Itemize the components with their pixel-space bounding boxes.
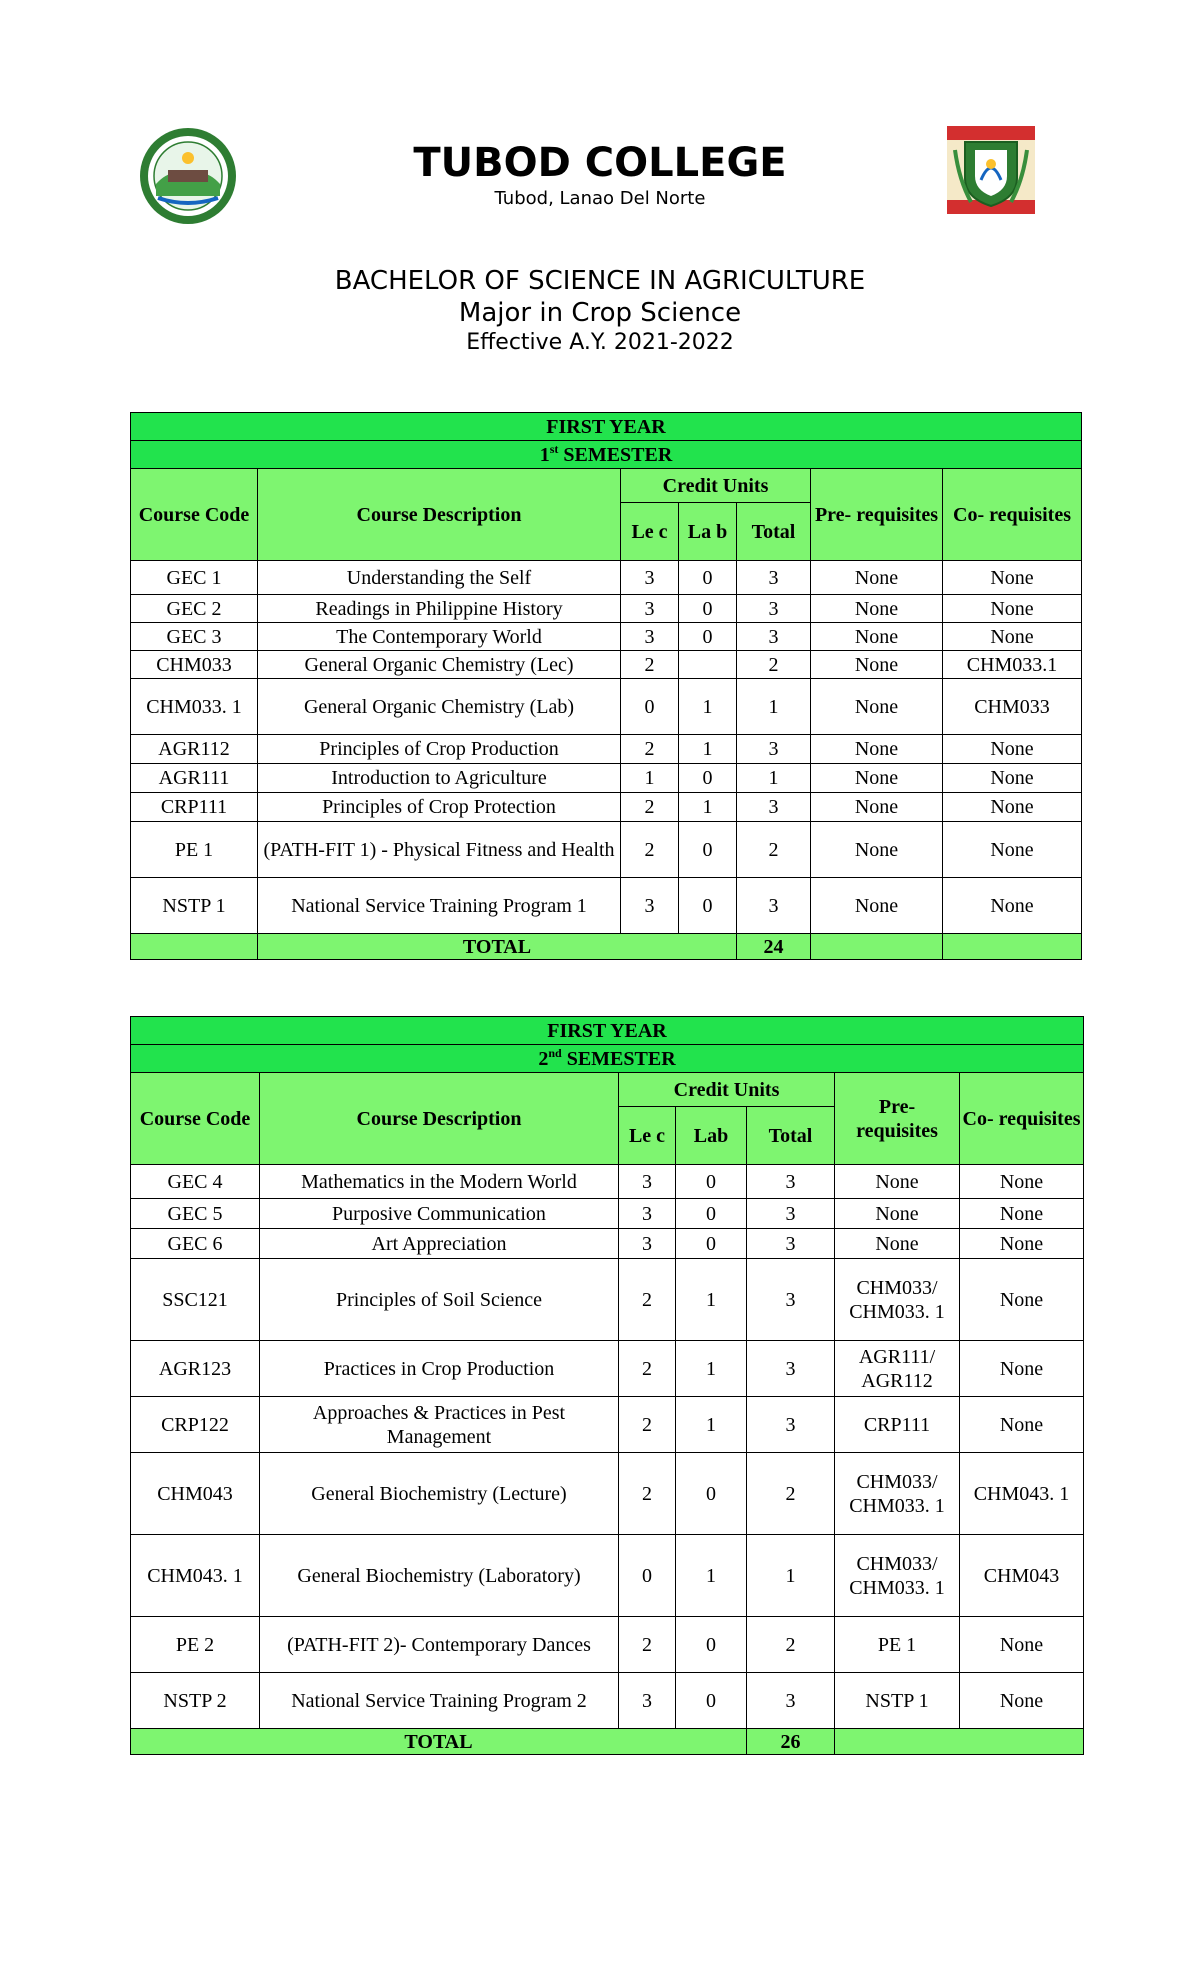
- lab-units-cell: 1: [679, 679, 737, 735]
- course-code-cell: GEC 2: [131, 595, 258, 623]
- col-total: Total: [747, 1107, 835, 1165]
- prerequisites-cell: None: [811, 623, 943, 651]
- total-units-cell: 3: [737, 878, 811, 934]
- lab-units-cell: 0: [676, 1229, 747, 1259]
- table-row: [131, 793, 1082, 822]
- prerequisites-cell: None: [835, 1165, 960, 1199]
- course-code-cell: PE 2: [131, 1617, 260, 1673]
- corequisites-cell: None: [960, 1397, 1084, 1453]
- course-code-cell: CHM033: [131, 651, 258, 679]
- course-code-cell: GEC 1: [131, 561, 258, 595]
- col-prerequisites: Pre- requisites: [811, 469, 943, 561]
- total-empty-cell: [943, 934, 1082, 960]
- course-description-cell: Approaches & Practices in Pest Management: [260, 1397, 619, 1453]
- prerequisites-cell: None: [811, 878, 943, 934]
- course-description-cell: (PATH-FIT 2)- Contemporary Dances: [260, 1617, 619, 1673]
- prerequisites-cell: None: [811, 595, 943, 623]
- col-credit-units: Credit Units: [621, 469, 811, 503]
- course-code-cell: NSTP 1: [131, 878, 258, 934]
- total-row: [131, 1729, 1084, 1755]
- prerequisites-cell: PE 1: [835, 1617, 960, 1673]
- prerequisites-cell: AGR111/ AGR112: [835, 1341, 960, 1397]
- lec-units-cell: 2: [619, 1341, 676, 1397]
- lab-units-cell: 0: [679, 822, 737, 878]
- lec-units-cell: 3: [619, 1673, 676, 1729]
- course-description-cell: Mathematics in the Modern World: [260, 1165, 619, 1199]
- course-description-cell: General Biochemistry (Lecture): [260, 1453, 619, 1535]
- course-code-cell: CHM043: [131, 1453, 260, 1535]
- lec-units-cell: 0: [619, 1535, 676, 1617]
- lec-units-cell: 2: [621, 822, 679, 878]
- lab-units-cell: 0: [676, 1199, 747, 1229]
- corequisites-cell: None: [943, 793, 1082, 822]
- curriculum-table-first-semester: [130, 412, 1082, 960]
- table-row: [131, 595, 1082, 623]
- lab-units-cell: 0: [679, 623, 737, 651]
- total-units-cell: 2: [747, 1617, 835, 1673]
- course-code-cell: AGR111: [131, 764, 258, 793]
- table-row: [131, 1259, 1084, 1341]
- course-code-cell: AGR112: [131, 735, 258, 764]
- prerequisites-cell: None: [811, 735, 943, 764]
- prerequisites-cell: None: [811, 679, 943, 735]
- prerequisites-cell: None: [811, 561, 943, 595]
- lab-units-cell: [679, 651, 737, 679]
- course-code-cell: GEC 3: [131, 623, 258, 651]
- course-description-cell: National Service Training Program 1: [258, 878, 621, 934]
- col-prerequisites: Pre- requisites: [835, 1073, 960, 1165]
- course-description-cell: General Biochemistry (Laboratory): [260, 1535, 619, 1617]
- table-row: [131, 878, 1082, 934]
- prerequisites-cell: None: [811, 764, 943, 793]
- course-description-cell: Principles of Crop Production: [258, 735, 621, 764]
- course-code-cell: CHM043. 1: [131, 1535, 260, 1617]
- lab-units-cell: 0: [676, 1453, 747, 1535]
- course-code-cell: CRP122: [131, 1397, 260, 1453]
- col-lec: Le c: [619, 1107, 676, 1165]
- corequisites-cell: None: [943, 822, 1082, 878]
- semester-header: 1st SEMESTER: [131, 441, 1082, 469]
- total-units-cell: 3: [747, 1397, 835, 1453]
- prerequisites-cell: None: [835, 1199, 960, 1229]
- course-description-cell: Practices in Crop Production: [260, 1341, 619, 1397]
- total-row: [131, 934, 1082, 960]
- lec-units-cell: 0: [621, 679, 679, 735]
- lab-units-cell: 1: [676, 1341, 747, 1397]
- lab-units-cell: 1: [676, 1535, 747, 1617]
- table-row: [131, 735, 1082, 764]
- semester-header: 2nd SEMESTER: [131, 1045, 1084, 1073]
- table-row: [131, 561, 1082, 595]
- document-header: [0, 0, 1200, 400]
- col-corequisites: Co- requisites: [943, 469, 1082, 561]
- lab-units-cell: 0: [676, 1673, 747, 1729]
- lab-units-cell: 1: [679, 793, 737, 822]
- col-course-description: Course Description: [260, 1073, 619, 1165]
- table-row: [131, 1617, 1084, 1673]
- course-description-cell: Purposive Communication: [260, 1199, 619, 1229]
- corequisites-cell: None: [960, 1229, 1084, 1259]
- lec-units-cell: 3: [619, 1165, 676, 1199]
- table-row: [131, 1397, 1084, 1453]
- lec-units-cell: 2: [619, 1397, 676, 1453]
- course-description-cell: The Contemporary World: [258, 623, 621, 651]
- program-effective-year: Effective A.Y. 2021-2022: [466, 330, 734, 355]
- course-description-cell: Understanding the Self: [258, 561, 621, 595]
- total-empty-cell: [131, 934, 258, 960]
- college-name: TUBOD COLLEGE: [413, 140, 787, 186]
- table-row: [131, 1341, 1084, 1397]
- prerequisites-cell: None: [811, 822, 943, 878]
- lab-units-cell: 1: [679, 735, 737, 764]
- prerequisites-cell: None: [811, 793, 943, 822]
- corequisites-cell: None: [943, 735, 1082, 764]
- lab-units-cell: 1: [676, 1259, 747, 1341]
- col-credit-units: Credit Units: [619, 1073, 835, 1107]
- total-units-cell: 3: [747, 1341, 835, 1397]
- corequisites-cell: CHM033: [943, 679, 1082, 735]
- corequisites-cell: None: [943, 878, 1082, 934]
- total-units: 26: [747, 1729, 835, 1755]
- course-description-cell: General Organic Chemistry (Lec): [258, 651, 621, 679]
- corequisites-cell: CHM043. 1: [960, 1453, 1084, 1535]
- corequisites-cell: None: [960, 1199, 1084, 1229]
- total-units-cell: 3: [737, 595, 811, 623]
- college-address: Tubod, Lanao Del Norte: [494, 188, 706, 209]
- col-lab: La b: [679, 503, 737, 561]
- course-code-cell: GEC 4: [131, 1165, 260, 1199]
- total-units-cell: 3: [737, 561, 811, 595]
- course-description-cell: Introduction to Agriculture: [258, 764, 621, 793]
- prerequisites-cell: NSTP 1: [835, 1673, 960, 1729]
- corequisites-cell: None: [960, 1259, 1084, 1341]
- total-units-cell: 3: [747, 1165, 835, 1199]
- course-description-cell: General Organic Chemistry (Lab): [258, 679, 621, 735]
- lec-units-cell: 3: [621, 561, 679, 595]
- curriculum-table-second-semester: [130, 1016, 1084, 1755]
- table-row: [131, 764, 1082, 793]
- total-units-cell: 2: [747, 1453, 835, 1535]
- lec-units-cell: 1: [621, 764, 679, 793]
- course-code-cell: SSC121: [131, 1259, 260, 1341]
- corequisites-cell: None: [960, 1341, 1084, 1397]
- total-units-cell: 3: [737, 623, 811, 651]
- program-title: BACHELOR OF SCIENCE IN AGRICULTURE: [334, 266, 866, 296]
- lab-units-cell: 0: [676, 1165, 747, 1199]
- prerequisites-cell: None: [835, 1229, 960, 1259]
- total-units-cell: 3: [747, 1199, 835, 1229]
- lec-units-cell: 2: [621, 651, 679, 679]
- table-row: [131, 1535, 1084, 1617]
- prerequisites-cell: None: [811, 651, 943, 679]
- lec-units-cell: 3: [621, 623, 679, 651]
- course-code-cell: NSTP 2: [131, 1673, 260, 1729]
- total-units-cell: 3: [737, 793, 811, 822]
- prerequisites-cell: CHM033/ CHM033. 1: [835, 1535, 960, 1617]
- total-label: TOTAL: [258, 934, 737, 960]
- year-header: FIRST YEAR: [131, 1017, 1084, 1045]
- lab-units-cell: 0: [676, 1617, 747, 1673]
- lab-units-cell: 1: [676, 1397, 747, 1453]
- course-code-cell: GEC 6: [131, 1229, 260, 1259]
- col-course-code: Course Code: [131, 1073, 260, 1165]
- lab-units-cell: 0: [679, 878, 737, 934]
- table-row: [131, 651, 1082, 679]
- course-description-cell: National Service Training Program 2: [260, 1673, 619, 1729]
- total-label: TOTAL: [131, 1729, 747, 1755]
- corequisites-cell: CHM043: [960, 1535, 1084, 1617]
- table-row: [131, 679, 1082, 735]
- table-row: [131, 623, 1082, 651]
- total-units-cell: 3: [747, 1229, 835, 1259]
- total-units-cell: 1: [737, 764, 811, 793]
- total-units-cell: 2: [737, 651, 811, 679]
- lec-units-cell: 2: [621, 793, 679, 822]
- table-row: [131, 1453, 1084, 1535]
- table-row: [131, 1229, 1084, 1259]
- table-row: [131, 1165, 1084, 1199]
- col-lab: Lab: [676, 1107, 747, 1165]
- corequisites-cell: None: [960, 1165, 1084, 1199]
- corequisites-cell: None: [943, 764, 1082, 793]
- course-description-cell: Principles of Soil Science: [260, 1259, 619, 1341]
- lec-units-cell: 3: [621, 595, 679, 623]
- course-code-cell: AGR123: [131, 1341, 260, 1397]
- lec-units-cell: 2: [619, 1617, 676, 1673]
- total-units-cell: 3: [747, 1259, 835, 1341]
- lab-units-cell: 0: [679, 561, 737, 595]
- col-course-code: Course Code: [131, 469, 258, 561]
- course-description-cell: Art Appreciation: [260, 1229, 619, 1259]
- lab-units-cell: 0: [679, 595, 737, 623]
- total-units-cell: 3: [747, 1673, 835, 1729]
- total-empty-cell: [811, 934, 943, 960]
- year-header: FIRST YEAR: [131, 413, 1082, 441]
- lec-units-cell: 2: [621, 735, 679, 764]
- corequisites-cell: CHM033.1: [943, 651, 1082, 679]
- corequisites-cell: None: [943, 561, 1082, 595]
- col-lec: Le c: [621, 503, 679, 561]
- col-corequisites: Co- requisites: [960, 1073, 1084, 1165]
- table-row: [131, 822, 1082, 878]
- table-row: [131, 1199, 1084, 1229]
- total-units: 24: [737, 934, 811, 960]
- course-code-cell: CRP111: [131, 793, 258, 822]
- course-description-cell: Principles of Crop Protection: [258, 793, 621, 822]
- prerequisites-cell: CHM033/ CHM033. 1: [835, 1453, 960, 1535]
- course-description-cell: Readings in Philippine History: [258, 595, 621, 623]
- lec-units-cell: 3: [621, 878, 679, 934]
- total-units-cell: 1: [747, 1535, 835, 1617]
- course-code-cell: CHM033. 1: [131, 679, 258, 735]
- total-units-cell: 3: [737, 735, 811, 764]
- col-total: Total: [737, 503, 811, 561]
- lec-units-cell: 2: [619, 1259, 676, 1341]
- course-code-cell: GEC 5: [131, 1199, 260, 1229]
- prerequisites-cell: CRP111: [835, 1397, 960, 1453]
- total-units-cell: 1: [737, 679, 811, 735]
- lec-units-cell: 3: [619, 1199, 676, 1229]
- lec-units-cell: 2: [619, 1453, 676, 1535]
- lab-units-cell: 0: [679, 764, 737, 793]
- corequisites-cell: None: [960, 1617, 1084, 1673]
- course-description-cell: (PATH-FIT 1) - Physical Fitness and Health: [258, 822, 621, 878]
- lec-units-cell: 3: [619, 1229, 676, 1259]
- prerequisites-cell: CHM033/ CHM033. 1: [835, 1259, 960, 1341]
- corequisites-cell: None: [943, 595, 1082, 623]
- course-code-cell: PE 1: [131, 822, 258, 878]
- total-empty-cell: [835, 1729, 1084, 1755]
- table-row: [131, 1673, 1084, 1729]
- total-units-cell: 2: [737, 822, 811, 878]
- corequisites-cell: None: [960, 1673, 1084, 1729]
- col-course-description: Course Description: [258, 469, 621, 561]
- corequisites-cell: None: [943, 623, 1082, 651]
- program-major: Major in Crop Science: [458, 298, 742, 328]
